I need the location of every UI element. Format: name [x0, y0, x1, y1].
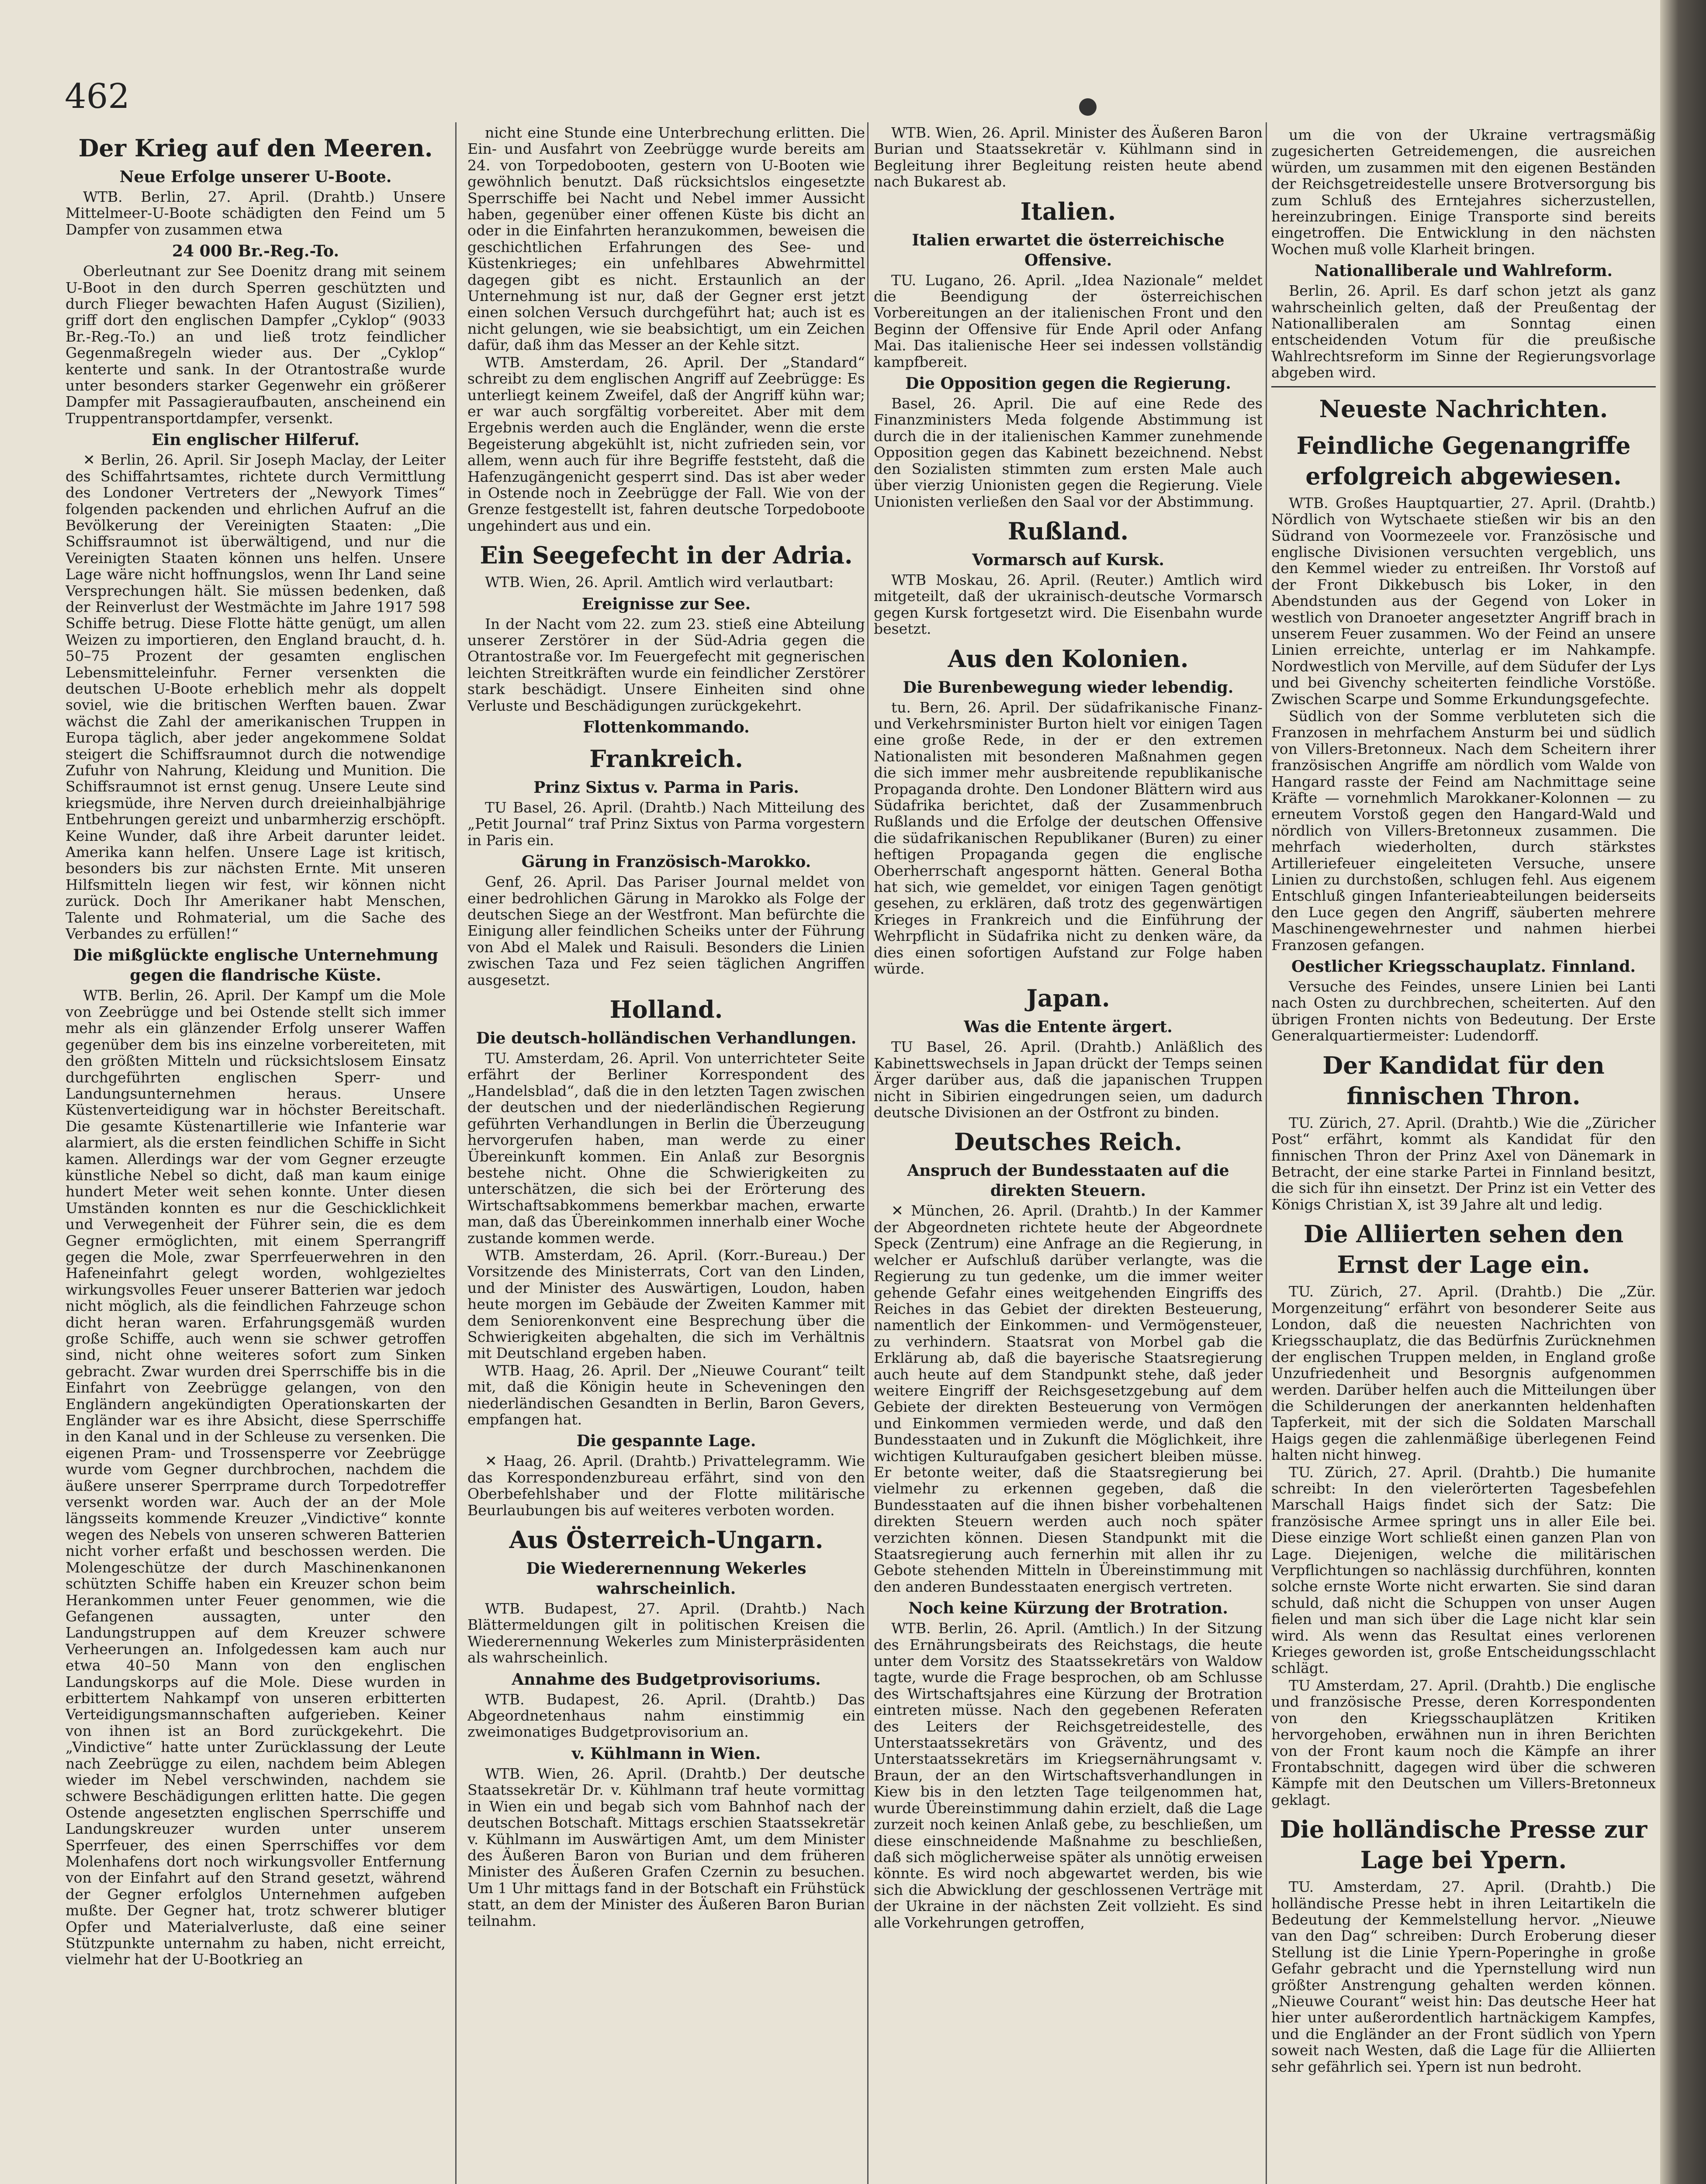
article-headline: Holland. [609, 995, 723, 1024]
article-headline: Ein Seegefecht in der Adria. [480, 541, 853, 570]
article-paragraph: WTB. Berlin, 26. April. (Amtlich.) In der Sitzung des Ernährungsbeirats des Reichstags, die heute unter dem Vorsitz des Staatssekretärs von Waldow tagte, wurde die Frage besprochen, ob am Schlusse des Wirtschaftsjahres eine Kürzung der Brotration eintreten müsse. Nach den gegebenen Referaten des Leiters der Reichsgetreidestelle, des Unterstaatssekretärs von Gräventz, und des Unterstaatssekretärs im Kriegsernährungsamt v. Braun, der an den Wirtschaftsverhandlungen in Kiew bis in den letzten Tage teilgenommen hat, wurde Übereinstimmung dahin erzielt, daß die Lage zurzeit noch keinen Anlaß gebe, zu beschließen, um diese einschneidende Maßnahme zu beschließen, daß sich möglicherweise später als unnötig erweisen könnte. Es wird noch abgewartet werden, bis wie sich die Abwicklung der geschlossenen Verträge mit der Ukraine in der nächsten Zeit vollzieht. Es sind alle Vorkehrungen getroffen, [874, 1620, 1263, 1931]
article-subheading: Oestlicher Kriegsschauplatz. Finnland. [1291, 957, 1636, 976]
article-headline: Deutsches Reich. [954, 1128, 1183, 1156]
article-subheading: Italien erwartet die österreichische Offensive. [912, 231, 1225, 270]
article-headline: Die Alliierten sehen den Ernst der Lage ein. [1303, 1220, 1624, 1279]
article-headline: Aus den Kolonien. [948, 644, 1189, 673]
article-paragraph: Berlin, 26. April. Es darf schon jetzt als ganz wahrscheinlich gelten, daß der Preußentag der Nationalliberalen am Sonntag einen entscheidenden Votum für die preußische Wahlrechtsreform im Sinne der Regierungsvorlage abgeben wird. [1271, 282, 1656, 381]
column-rule [455, 122, 457, 2184]
article-paragraph: WTB Moskau, 26. April. (Reuter.) Amtlich wird mitgeteilt, daß der ukrainisch-deutsche Vormarsch gegen Kursk fortgesetzt wird. Die Eisenbahn wurde besetzt. [874, 571, 1263, 638]
article-subheading: Die deutsch-holländischen Verhandlungen. [476, 1029, 857, 1048]
article-paragraph: WTB. Berlin, 26. April. Der Kampf um die Mole von Zeebrügge und bei Ostende stellt sich immer mehr als ein glänzender Erfolg unserer Waffen gegenüber dem bis ins einzelne vorbereiteten, mit den größten Mitteln und rücksichtslosem Einsatz durchgeführten englischen Sperr- und Landungsunternehmen heraus. Unsere Küstenverteidigung war in höchster Bereitschaft. Die gesamte Küstenartillerie wie Infanterie war alarmiert, als die ersten feindlichen Schiffe in Sicht kamen. Allerdings war der vom Gegner erzeugte künstliche Nebel so dicht, daß man kaum einige hundert Meter weit sehen konnte. Unter diesen Umständen konnten es nur die Geschicklichkeit und Verwegenheit der Führer sein, die es dem Gegner ermöglichten, mit einem Sperrangriff gegen die Mole, zwar Sperrfeuerwehren in den Hafeneinfahrt gelegt worden, wohlgezieltes wirkungsvolles Feuer unserer Batterien war jedoch nicht möglich, als die feindlichen Fahrzeuge schon dicht heran waren. Erfahrungsgemäß wurden große Schiffe, auch wenn sie schwer getroffen sind, nicht ohne weiteres sofort zum Sinken gebracht. Zwar wurden drei Sperrschiffe bis in die Einfahrt von Zeebrügge gelangen, von den Engländern angekündigten Operationskarten der Engländer war es ihre Absicht, diese Sperrschiffe in den Kanal und in der Schleuse zu versenken. Die eigenen Pram- und Trossensperre vor Zeebrügge wurde vom Gegner durchbrochen, nachdem die äußere unserer Sperrprame durch Torpedotreffer versenkt worden war. Auch der an der Mole längsseits kommende Kreuzer „Vindictive“ konnte wegen des Nebels von unseren schweren Batterien nicht vorher erfaßt und beschossen werden. Die Molengeschütze der durch Maschinenkanonen schützten Schiffe haben ein Kreuzer schon beim Herankommen unter Feuer genommen, wie die Gefangenen aussagten, unter den Landungstruppen auf dem Kreuzer schwere Verheerungen an. Infolgedessen kam auch nur etwa 40–50 Mann von den englischen Landungskorps auf die Mole. Diese wurden in erbittertem Nahkampf von unseren erbitterten Verteidigungsmannschaften aufgerieben. Keiner von ihnen ist an Bord zurückgekehrt. Die „Vindictive“ hatte unter Zurücklassung der Leute nach Zeebrügge zu eilen, nachdem beim Ablegen wieder im Nebel verschwinden, nachdem sie schwere Beschädigungen erlitten hatte. Die gegen Ostende angesetzten englischen Sperrschiffe und Landungskreuzer wurden unter unserem Sperrfeuer, des einen Sperrschiffes vor dem Molenhafens dort noch wirkungsvoller Entfernung von der Einfahrt auf den Strand gesetzt, während der Gegner erfolglos Unternehmen aufgeben mußte. Der Gegner hat, trotz schwerer blutiger Opfer und Materialverluste, daß eine seiner Stützpunkte unternahm zu haben, nicht erreicht, vielmehr hat der U-Bootkrieg an [66, 987, 446, 1968]
article-headline: Frankreich. [589, 745, 743, 773]
article-paragraph: WTB. Haag, 26. April. Der „Nieuwe Courant“ teilt mit, daß die Königin heute in Scheveningen den niederländischen Gesandten in Berlin, Baron Gevers, empfangen hat. [467, 1362, 865, 1428]
column-rule [1266, 122, 1267, 2184]
article-paragraph: TU Basel, 26. April. (Drahtb.) Anläßlich des Kabinettswechsels in Japan drückt der Temps seinen Ärger darüber aus, daß die japanischen Truppen nicht in Sibirien eingedrungen seien, um dadurch deutsche Divisionen an der Ostfront zu binden. [874, 1038, 1263, 1121]
article-subheading: Annahme des Budgetprovisoriums. [512, 1670, 821, 1689]
column-rule [867, 122, 869, 2184]
article-paragraph: TU. Amsterdam, 26. April. Von unterrichteter Seite erfährt der Berliner Korrespondent des „Handelsblad“, daß die in den letzten Tagen zwischen der deutschen und der niederländischen Regierung geführten Verhandlungen in Berlin die Überzeugung hervorgerufen haben, man werde zu einer Übereinkunft kommen. Ein Anlaß zur Besorgnis bestehe nicht. Ohne die Schwierigkeiten zu unterschätzen, die sich bei der Erörterung des Wirtschaftsabkommens bemerkbar machen, erwarte man, daß das Übereinkommen innerhalb einer Woche zustande kommen werde. [467, 1050, 865, 1247]
book-edge [1660, 0, 1706, 2184]
section-divider [1271, 386, 1656, 387]
article-paragraph: In der Nacht vom 22. zum 23. stieß eine Abteilung unserer Zerstörer in der Süd-Adria gegen die Otrantostraße vor. Im Feuergefecht mit gegnerischen leichten Streitkräften wurde ein feindlicher Zerstörer stark beschädigt. Unsere Einheiten sind ohne Verluste und Beschädigungen zurückgekehrt. [467, 615, 865, 714]
article-paragraph: TU. Zürich, 27. April. (Drahtb.) Die humanite schreibt: In den vielerörterten Tagesbefehlen Marschall Haigs findet sich der Satz: Die französische Armee springt uns in aller Eile bei. Diese einzige Wort schließt einen ganzen Plan von Lage. Diejenigen, welche die militärischen Verpflichtungen so nachlässig durchführen, konnten solche ernste Worte nicht erwarten. Sie sind daran schuld, daß nicht die Schuppen von unser Augen fielen und man sich über die Lage nicht klar sein wird. Als wenn das Resultat eines verlorenen Krieges geworden ist, große Entscheidungsschlacht schlägt. [1271, 1463, 1656, 1677]
article-headline: Japan. [1026, 984, 1110, 1013]
article-subheading: Die mißglückte englische Unternehmung gegen die flandrische Küste. [73, 946, 438, 985]
article-subheading: Prinz Sixtus v. Parma in Paris. [533, 778, 799, 797]
article-headline: Die holländische Presse zur Lage bei Ypern. [1280, 1815, 1647, 1874]
article-subheading: Vormarsch auf Kursk. [972, 550, 1164, 569]
article-paragraph: WTB. Großes Hauptquartier, 27. April. (Drahtb.) Nördlich von Wytschaete stießen wir bis an den Südrand von Voormezeele vor. Französische und englische Divisionen versuchten vergeblich, uns den Kemmel wieder zu entreißen. Ihr Vorstoß auf der Front Dikkebusch bis Loker, in den Abendstunden aus der Gegend von Loker in westlich von Dranoeter angesetzter Angriff brach in unserem Feuer zusammen. Wo der Feind an unsere Linien erreichte, unterlag er im Nahkampfe. Nordwestlich von Merville, auf dem Südufer der Lys und bei Givenchy scheiterten feindliche Vorstöße. Zwischen Scarpe und Somme Erkundungsgefechte. [1271, 494, 1656, 708]
article-subheading: Die gespannte Lage. [576, 1432, 756, 1451]
article-subheading: Gärung in Französisch-Marokko. [521, 853, 811, 871]
article-paragraph: TU. Lugano, 26. April. „Idea Nazionale“ meldet die Beendigung der österreichischen Vorbereitungen an der italienischen Front und den Beginn der Offensive für Ende April oder Anfang Mai. Das italienische Heer sei indessen vollständig kampfbereit. [874, 271, 1263, 370]
article-paragraph: WTB. Berlin, 27. April. (Drahtb.) Unsere Mittelmeer-U-Boote schädigten den Feind um 5 Dampfer von zusammen etwa [66, 188, 446, 238]
column-4 [1271, 127, 1656, 2184]
article-paragraph: tu. Bern, 26. April. Der südafrikanische Finanz- und Verkehrsminister Burton hielt vor einigen Tagen eine große Rede, in der er den extremen Nationalisten mit besonderen Maßnahmen gegen die sich immer mehr ausbreitende republikanische Propaganda drohte. Den Londoner Blättern wird aus Südafrika berichtet, daß der Zusammenbruch Rußlands und die Erfolge der deutschen Offensive die südafrikanischen Republikaner (Buren) zu einer heftigen Propaganda gegen die englische Oberherrschaft angespornt hätten. General Botha hat sich, wie gemeldet, vor einigen Tagen genötigt gesehen, zu erklären, daß trotz des gegenwärtigen Krieges in Frankreich und die Einführung der Wehrpflicht in Südafrika nicht zu denken wäre, da dies einen sofortigen Aufstand zur Folge haben würde. [874, 698, 1263, 978]
article-paragraph: WTB. Budapest, 26. April. (Drahtb.) Das Abgeordnetenhaus nahm einstimmig ein zweimonatiges Budgetprovisorium an. [467, 1690, 865, 1741]
article-paragraph: WTB. Budapest, 27. April. (Drahtb.) Nach Blättermeldungen gilt in politischen Kreisen die Wiederernennung Wekerles zum Ministerpräsidenten als wahrscheinlich. [467, 1600, 865, 1666]
article-paragraph: Basel, 26. April. Die auf eine Rede des Finanzministers Meda folgende Abstimmung ist durch die in der italienischen Kammer zunehmende Opposition gegen das Kabinett bezeichnend. Nebst den Sozialisten stimmten zum ersten Male auch über vierzig Unionisten gegen die Regierung. Viele Unionisten verließen den Saal vor der Abstimmung. [874, 395, 1263, 510]
article-paragraph: TU Amsterdam, 27. April. (Drahtb.) Die englische und französische Presse, deren Korrespondenten von den Kriegsschauplätzen Kritiken hervorgehoben, erwähnen nun in ihren Berichten von der Front kaum noch die Kämpfe an ihrer Frontabschnitt, dagegen wird über die schweren Kämpfe mit den Deutschen um Villers-Bretonneux geklagt. [1271, 1676, 1656, 1808]
article-paragraph: TU. Zürich, 27. April. (Drahtb.) Die „Zür. Morgenzeitung“ erfährt von besonderer Seite aus London, daß die neuesten Nachrichten von Kriegsschauplatz, die das Bedürfnis Zurücknehmen der englischen Truppen melden, in England große Unzufriedenheit und Besorgnis aufgenommen werden. Darüber helfen auch die Mitteilungen über die Schilderungen der anerkannten heldenhaften Tapferkeit, mit der sich die Soldaten Marschall Haigs gegen die zahlenmäßige überlegenen Feind halten nicht hinweg. [1271, 1283, 1656, 1464]
article-headline: Feindliche Gegenangriffe erfolgreich abgewiesen. [1296, 431, 1631, 490]
article-paragraph: Genf, 26. April. Das Pariser Journal meldet von einer bedrohlichen Gärung in Marokko als Folge der deutschen Siege an der Westfront. Man befürchte die Einigung aller feindlichen Scheiks unter der Führung von Abd el Malek und Raisuli. Besonders die Linien zwischen Taza und Fez seien täglichen Angriffen ausgesetzt. [467, 873, 865, 988]
article-subheading: Nationalliberale und Wahlreform. [1314, 262, 1613, 280]
article-paragraph: Oberleutnant zur See Doenitz drang mit seinem U-Boot in den durch Sperren geschützten und durch Flieger bewachten Hafen August (Sizilien), griff dort den englischen Dampfer „Cyklop“ (9033 Br.-Reg.-To.) an und ließ trotz feindlicher Gegenmaßregeln wieder aus. Der „Cyklop“ kenterte und sank. In der Otrantostraße wurde unter besonders starker Gegenwehr ein größerer Dampfer mit Passagieraufbauten, anscheinend ein Truppentransportdampfer, versenkt. [66, 263, 446, 427]
column-3 [874, 124, 1263, 2184]
article-subheading: Anspruch der Bundesstaaten auf die direkten Steuern. [907, 1161, 1229, 1200]
article-paragraph: ✕ München, 26. April. (Drahtb.) In der Kammer der Abgeordneten richtete heute der Abgeordnete Speck (Zentrum) eine Anfrage an die Regierung, in welcher er Aufschluß darüber verlangte, was die Regierung zu tun gedenke, um die immer weiter gehende Gefahr eines weitgehenden Eingriffs des Reiches in das Gebiet der direkten Besteuerung, namentlich der Einkommen- und Vermögensteuer, zu verhindern. Staatsrat von Morbel gab die Erklärung ab, daß die bayerische Staatsregierung auch heute auf dem Standpunkt stehe, daß jeder weitere Eingriff der Reichsgesetzgebung auf dem Gebiete der direkten Besteuerung von Vermögen und Einkommen vermieden werde, und daß den Bundesstaaten und in Zukunft die Möglichkeit, ihre wichtigen Kulturaufgaben gesichert bleiben müsse. Er betonte weiter, daß die Staatsregierung bei vielmehr zu erkennen gegeben, daß die Bundesstaaten auf die ihnen bisher vorbehaltenen direkten Steuern werden auch noch später verzichten können. Diesen Standpunkt mit die Staatsregierung auch fernerhin mit allen ihr zu Gebote stehenden Mitteln in Übereinstimmung mit den anderen Bundesstaaten energisch vertreten. [874, 1202, 1263, 1595]
page-number: 462 [65, 77, 130, 116]
article-paragraph: Versuche des Feindes, unsere Linien bei Lanti nach Osten zu durchbrechen, scheiterten. Auf den übrigen Fronten nichts von Bedeutung. Der Erste Generalquartiermeister: Ludendorff. [1271, 978, 1656, 1044]
ink-dot [1079, 98, 1097, 116]
article-paragraph: WTB. Amsterdam, 26. April. (Korr.-Bureau.) Der Vorsitzende des Ministerrats, Cort van den Linden, und der Minister des Auswärtigen, Loudon, haben heute morgen im Gebäude der Zweiten Kammer mit dem Seniorenkonvent eine Besprechung über die Schwierigkeiten abgehalten, die sich im Verhältnis mit Deutschland ergeben haben. [467, 1246, 865, 1362]
article-paragraph: WTB. Amsterdam, 26. April. Der „Standard“ schreibt zu dem englischen Angriff auf Zeebrügge: Es unterliegt keinem Zweifel, daß der Angriff kühn war; er war auch sorgfältig vorbereitet. Aber mit dem Ergebnis werden auch die Engländer, wenn die erste Begeisterung abgekühlt ist, nicht zufrieden sein, vor allem, wenn auch für ihre Begriffe feststeht, daß die Hafenzugängenicht gesperrt sind. Das ist aber weder in Ostende noch in Zeebrügge der Fall. Wie von der Grenze festgestellt ist, fahren deutsche Torpedoboote ungehindert aus und ein. [467, 353, 865, 534]
article-subheading: 24 000 Br.-Reg.-To. [172, 242, 339, 261]
article-subheading: Neue Erfolge unserer U-Boote. [119, 168, 392, 186]
article-subheading: Flottenkommando. [583, 718, 750, 736]
article-headline: Italien. [1020, 197, 1116, 225]
article-subheading: Was die Entente ärgert. [964, 1018, 1173, 1037]
column-1 [66, 127, 446, 2184]
article-subheading: Die Burenbewegung wieder lebendig. [903, 678, 1234, 697]
article-paragraph: nicht eine Stunde eine Unterbrechung erlitten. Die Ein- und Ausfahrt von Zeebrügge wurde bereits am 24. von Torpedobooten, gestern von U-Booten wie gewöhnlich benutzt. Daß rücksichtslos eingesetzte Sperrschiffe bei Nacht und Nebel immer Aussicht haben, gegenüber einer offenen Küste bis dicht an oder in die Einfahrten heranzukommen, beweisen die geschichtlichen Erfahrungen des See- und Küstenkrieges; ein unfehlbares Abwehrmittel dagegen gibt es nicht. Erstaunlich an der Unternehmung ist nur, daß der Gegner erst jetzt einen solchen Versuch durchgeführt hat; auch ist es nicht gelungen, wie sie beabsichtigt, um ein Zeichen dafür, daß ihm das Messer an der Kehle sitzt. [467, 124, 865, 354]
article-headline: Rußland. [1007, 517, 1129, 545]
article-paragraph: TU. Zürich, 27. April. (Drahtb.) Wie die „Züricher Post“ erfährt, kommt als Kandidat für den finnischen Thron der Prinz Axel von Dänemark in Betracht, der eine starke Partei in Finnland besitzt, die sich für ihn einsetzt. Der Prinz ist ein Vetter des Königs Christian X, ist 39 Jahre alt und ledig. [1271, 1114, 1656, 1213]
article-subheading: Die Opposition gegen die Regierung. [905, 374, 1231, 393]
article-paragraph: WTB. Wien, 26. April. Amtlich wird verlautbart: [485, 574, 834, 591]
article-headline: Der Kandidat für den finnischen Thron. [1322, 1051, 1605, 1110]
article-subheading: Ereignisse zur See. [581, 594, 751, 613]
article-paragraph: Südlich von der Somme verbluteten sich die Franzosen in mehrfachem Ansturm bei und südlich von Villers-Bretonneux. Nach dem Scheitern ihrer französischen Angriffe am nördlich vom Walde von Hangard rasste der Feind am Nachmittage seine Kräfte — vornehmlich Marokkaner-Kolonnen — zu erneutem Vorstoß gegen den Hangard-Wald und nördlich von Villers-Bretonneux zusammen. Die mehrfach wiederholten, durch stärkstes Artilleriefeuer eingeleiteten Versuche, unsere Linien zu durchstoßen, schlugen fehl. Aus eigenem Entschluß gingen Infanterieabteilungen beiderseits den Luce gegen den Angriff, säuberten mehrere Maschinengewehrnester und nahmen hierbei Franzosen gefangen. [1271, 707, 1656, 954]
article-subheading: Noch keine Kürzung der Brotration. [908, 1599, 1228, 1618]
article-subheading: v. Kühlmann in Wien. [571, 1744, 761, 1763]
article-subheading: Die Wiederernennung Wekerles wahrscheinlich. [526, 1559, 806, 1598]
article-headline: Neueste Nachrichten. [1319, 394, 1608, 423]
article-subheading: Ein englischer Hilferuf. [152, 431, 360, 449]
article-paragraph: TU. Amsterdam, 27. April. (Drahtb.) Die holländische Presse hebt in ihren Leitartikeln die Bedeutung der Kemmelstellung hervor. „Nieuwe van den Dag“ schreiben: Durch Eroberung dieser Stellung ist die Linie Ypern-Poperinghe in große Gefahr gebracht und die Ypernstellung wird nun größter Anstrengung gehalten werden können. „Nieuwe Courant“ weist hin: Das deutsche Heer hat hier unter außerordentlich hartnäckigem Kampfes, und die Engländer an der Front südlich von Ypern soweit nach Westen, daß die Lage für die Alliierten sehr gefährlich sei. Ypern ist nun bedroht. [1271, 1878, 1656, 2075]
article-paragraph: WTB. Wien, 26. April. Minister des Äußeren Baron Burian und Staatssekretär v. Kühlmann sind in Begleitung ihrer Begleitung reisten heute abend nach Bukarest ab. [874, 124, 1263, 190]
article-paragraph: TU Basel, 26. April. (Drahtb.) Nach Mitteilung des „Petit Journal“ traf Prinz Sixtus von Parma vorgestern in Paris ein. [467, 799, 865, 849]
article-paragraph: WTB. Wien, 26. April. (Drahtb.) Der deutsche Staatssekretär Dr. v. Kühlmann traf heute vormittag in Wien ein und begab sich vom Bahnhof nach der deutschen Botschaft. Mittags erschien Staatssekretär v. Kühlmann im Auswärtigen Amt, um dem Minister des Äußeren Baron von Burian und dem früheren Minister des Äußeren Grafen Czernin zu besuchen. Um 1 Uhr mittags fand in der Botschaft ein Frühstück statt, an dem der Minister des Äußeren Baron Burian teilnahm. [467, 1765, 865, 1929]
article-paragraph: um die von der Ukraine vertragsmäßig zugesicherten Getreidemengen, die ausreichen würden, um zusammen mit den eigenen Beständen der Reichsgetreidestelle unsere Brotversorgung bis zum Schluß des Erntejahres sicherzustellen, hereinzubringen. Einige Transporte sind bereits eingetroffen. Die Entwicklung in den nächsten Wochen muß volle Klarheit bringen. [1271, 127, 1656, 258]
article-headline: Der Krieg auf den Meeren. [78, 134, 433, 162]
article-headline: Aus Österreich-Ungarn. [509, 1526, 824, 1554]
article-paragraph: ✕ Berlin, 26. April. Sir Joseph Maclay, der Leiter des Schiffahrtsamtes, richtete durch Vermittlung des Londoner Vertreters der „Newyork Times“ folgenden packenden und ehrlichen Aufruf an die Bevölkerung der Vereinigten Staaten: „Die Schiffsraumnot ist überwältigend, und nur die Vereinigten Staaten können uns helfen. Unsere Lage wäre nicht hoffnungslos, wenn Ihr Land seine Versprechungen hält. Sie müssen bedenken, daß der Reinverlust der Westmächte im Jahre 1917 598 Schiffe betrug. Diese Flotte hätte genügt, um allen Weizen zu importieren, den England braucht, d. h. 50–75 Prozent der gesamten englischen Lebensmitteleinfuhr. Ferner versenkten die deutschen U-Boote erheblich mehr als doppelt soviel, wie die britischen Werften bauen. Zwar wächst die Zahl der amerikanischen Truppen in Europa täglich, aber jeder angekommene Soldat steigert die Schiffsraumnot durch die notwendige Zufuhr von Nahrung, Kleidung und Munition. Die Schiffsraumnot ist ernst genug. Unsere Leute sind kriegsmüde, ihre Nerven durch dreieinhalbjährige Entbehrungen gereizt und unbarmherzig erschöpft. Keine Wunder, daß ihre Arbeit darunter leidet. Amerika kann helfen. Unsere Lage ist kritisch, besonders bis zur nächsten Ernte. Mit unseren Hilfsmitteln liegen wir fest, wir können nicht zurück. Doch Ihr Amerikaner habt Menschen, Talente und Rohmaterial, um die Sache des Verbandes zu erfüllen!“ [66, 451, 446, 943]
article-paragraph: ✕ Haag, 26. April. (Drahtb.) Privattelegramm. Wie das Korrespondenzbureau erfährt, sind von den Oberbefehlshaber und der Flotte militärische Beurlaubungen bis auf weiteres verboten worden. [467, 1452, 865, 1519]
column-2 [467, 124, 865, 2184]
